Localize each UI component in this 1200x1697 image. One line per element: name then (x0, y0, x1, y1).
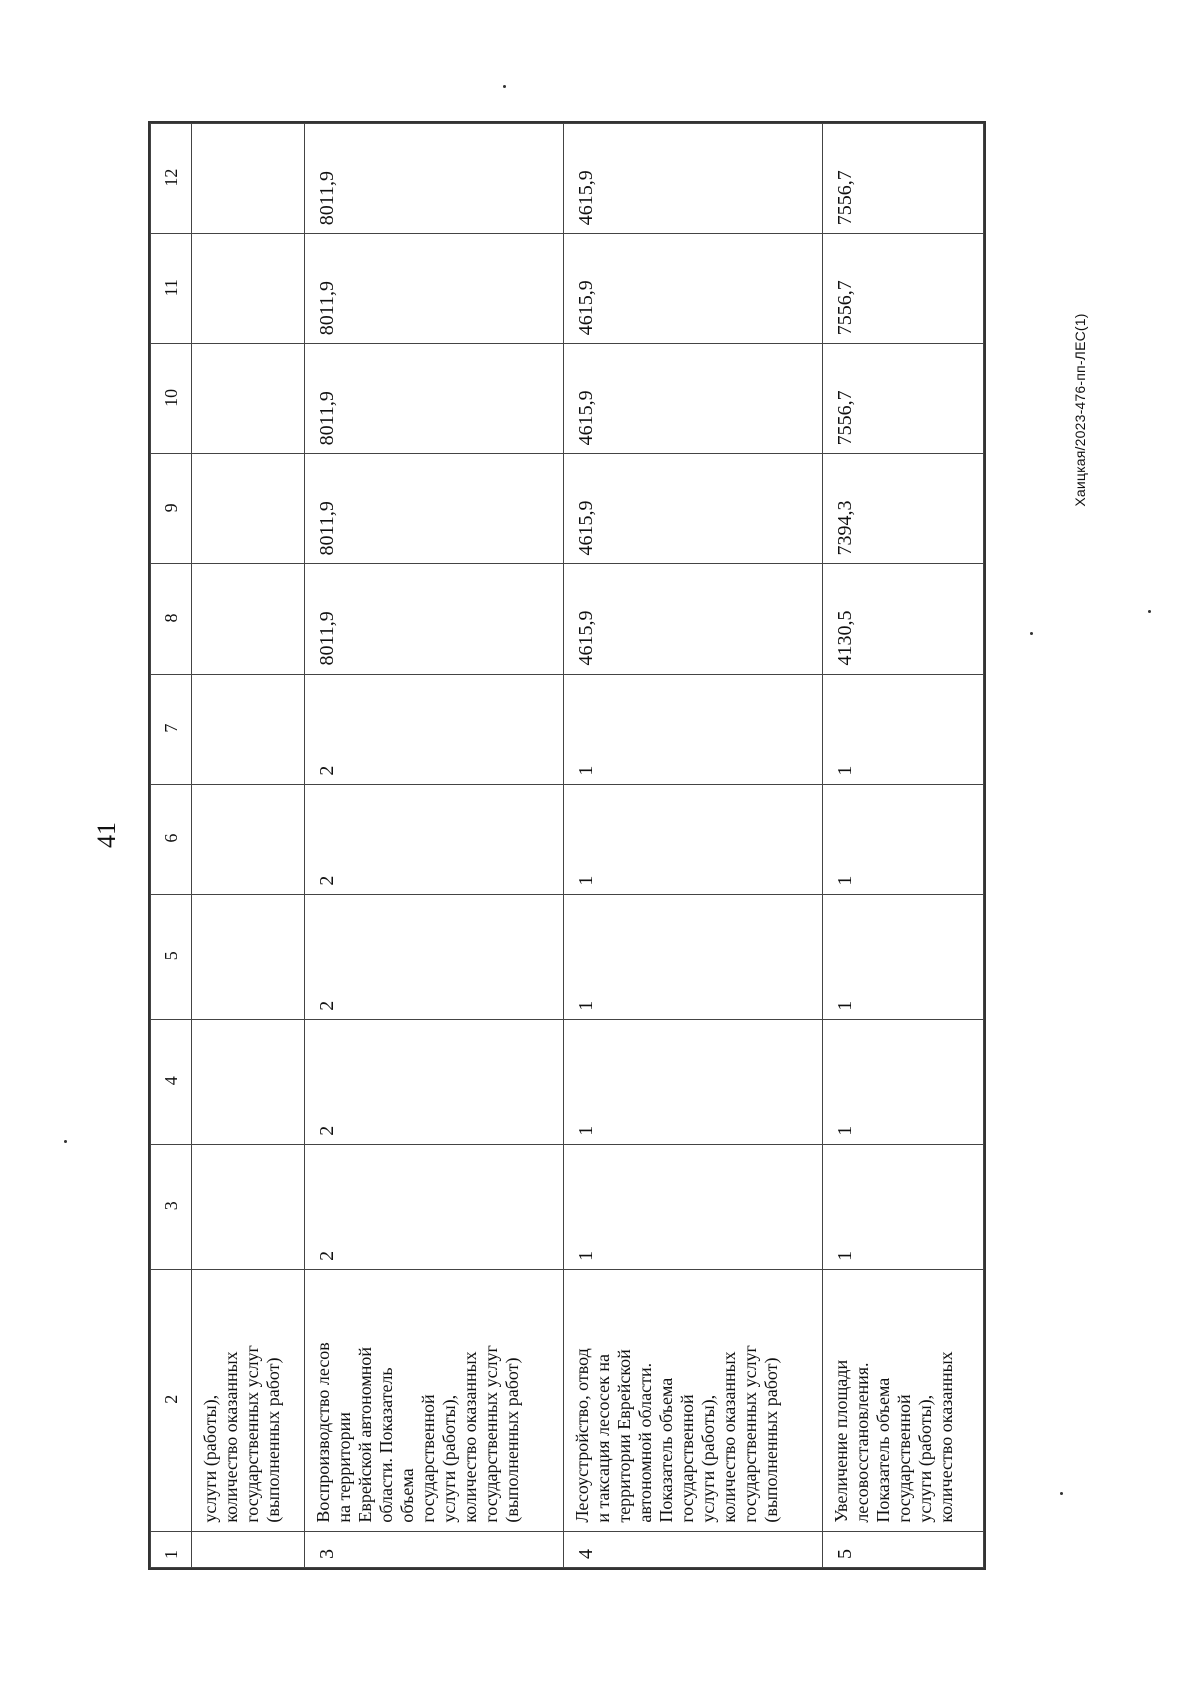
value-cell (192, 454, 305, 564)
header-cell: 3 (151, 1144, 192, 1269)
header-row (151, 124, 192, 1568)
value-cell: 2 (304, 894, 563, 1019)
value-cell: 1 (563, 894, 822, 1019)
value-cell (192, 344, 305, 454)
data-table (150, 123, 984, 1568)
value-cell: 4615,9 (563, 234, 822, 344)
row-number-cell: 5 (822, 1531, 983, 1567)
value-cell: 8011,9 (304, 454, 563, 564)
table-row (192, 124, 305, 1568)
value-cell: 2 (304, 674, 563, 784)
value-cell: 4615,9 (563, 564, 822, 674)
value-cell (192, 1019, 305, 1144)
page-number: 41 (92, 822, 121, 848)
value-cell: 2 (304, 784, 563, 894)
value-cell (192, 234, 305, 344)
description-cell: Воспроизводство лесов на территории Еврейской автономной области. Показатель объема государственной услуги (работы), количество оказанных государственных услуг (выполненных работ) (304, 1269, 563, 1531)
header-cell: 9 (151, 454, 192, 564)
value-cell: 1 (822, 1144, 983, 1269)
header-cell: 6 (151, 784, 192, 894)
value-cell (192, 564, 305, 674)
value-cell: 8011,9 (304, 124, 563, 234)
header-cell: 1 (151, 1531, 192, 1567)
value-cell: 7556,7 (822, 344, 983, 454)
row-number-cell (192, 1531, 305, 1567)
description-cell: услуги (работы), количество оказанных государственных услуг (выполненных работ) (192, 1269, 305, 1531)
value-cell: 8011,9 (304, 564, 563, 674)
description-cell: Лесоустройство, отвод и таксация лесосек на территории Еврейской автономной области. Показатель объема государственной услуги (работы), количество оказанных государственных услуг (выполненных работ) (563, 1269, 822, 1531)
header-cell: 4 (151, 1019, 192, 1144)
row-number-cell: 3 (304, 1531, 563, 1567)
value-cell: 7556,7 (822, 124, 983, 234)
header-cell: 12 (151, 124, 192, 234)
header-cell: 10 (151, 344, 192, 454)
scan-speck (64, 1140, 67, 1143)
value-cell: 1 (822, 674, 983, 784)
value-cell: 7556,7 (822, 234, 983, 344)
value-cell: 1 (563, 1019, 822, 1144)
value-cell: 8011,9 (304, 234, 563, 344)
header-cell: 11 (151, 234, 192, 344)
value-cell (192, 1144, 305, 1269)
rotated-table-container (150, 123, 984, 1568)
value-cell: 1 (822, 894, 983, 1019)
value-cell: 2 (304, 1019, 563, 1144)
table-frame (148, 121, 986, 1570)
value-cell: 1 (822, 1019, 983, 1144)
scan-speck (1060, 1492, 1063, 1495)
header-cell: 8 (151, 564, 192, 674)
document-code: Хаицкая/2023-476-пп-ЛЕС(1) (1072, 313, 1088, 507)
header-cell: 2 (151, 1269, 192, 1531)
table-row (563, 124, 822, 1568)
value-cell: 4615,9 (563, 344, 822, 454)
row-number-cell: 4 (563, 1531, 822, 1567)
value-cell: 1 (563, 674, 822, 784)
value-cell: 4130,5 (822, 564, 983, 674)
header-cell: 5 (151, 894, 192, 1019)
value-cell (192, 674, 305, 784)
value-cell: 4615,9 (563, 454, 822, 564)
value-cell (192, 894, 305, 1019)
value-cell: 1 (563, 1144, 822, 1269)
value-cell: 8011,9 (304, 344, 563, 454)
header-cell: 7 (151, 674, 192, 784)
value-cell: 1 (563, 784, 822, 894)
scan-speck (503, 85, 506, 88)
value-cell: 4615,9 (563, 124, 822, 234)
value-cell: 2 (304, 1144, 563, 1269)
scan-speck (1030, 632, 1033, 635)
scan-speck (1148, 610, 1151, 613)
table-row (304, 124, 563, 1568)
value-cell (192, 784, 305, 894)
value-cell (192, 124, 305, 234)
description-cell: Увеличение площади лесовосстановления. Показатель объема государственной услуги (работы), количество оказанных (822, 1269, 983, 1531)
table-row (822, 124, 983, 1568)
value-cell: 1 (822, 784, 983, 894)
value-cell: 7394,3 (822, 454, 983, 564)
